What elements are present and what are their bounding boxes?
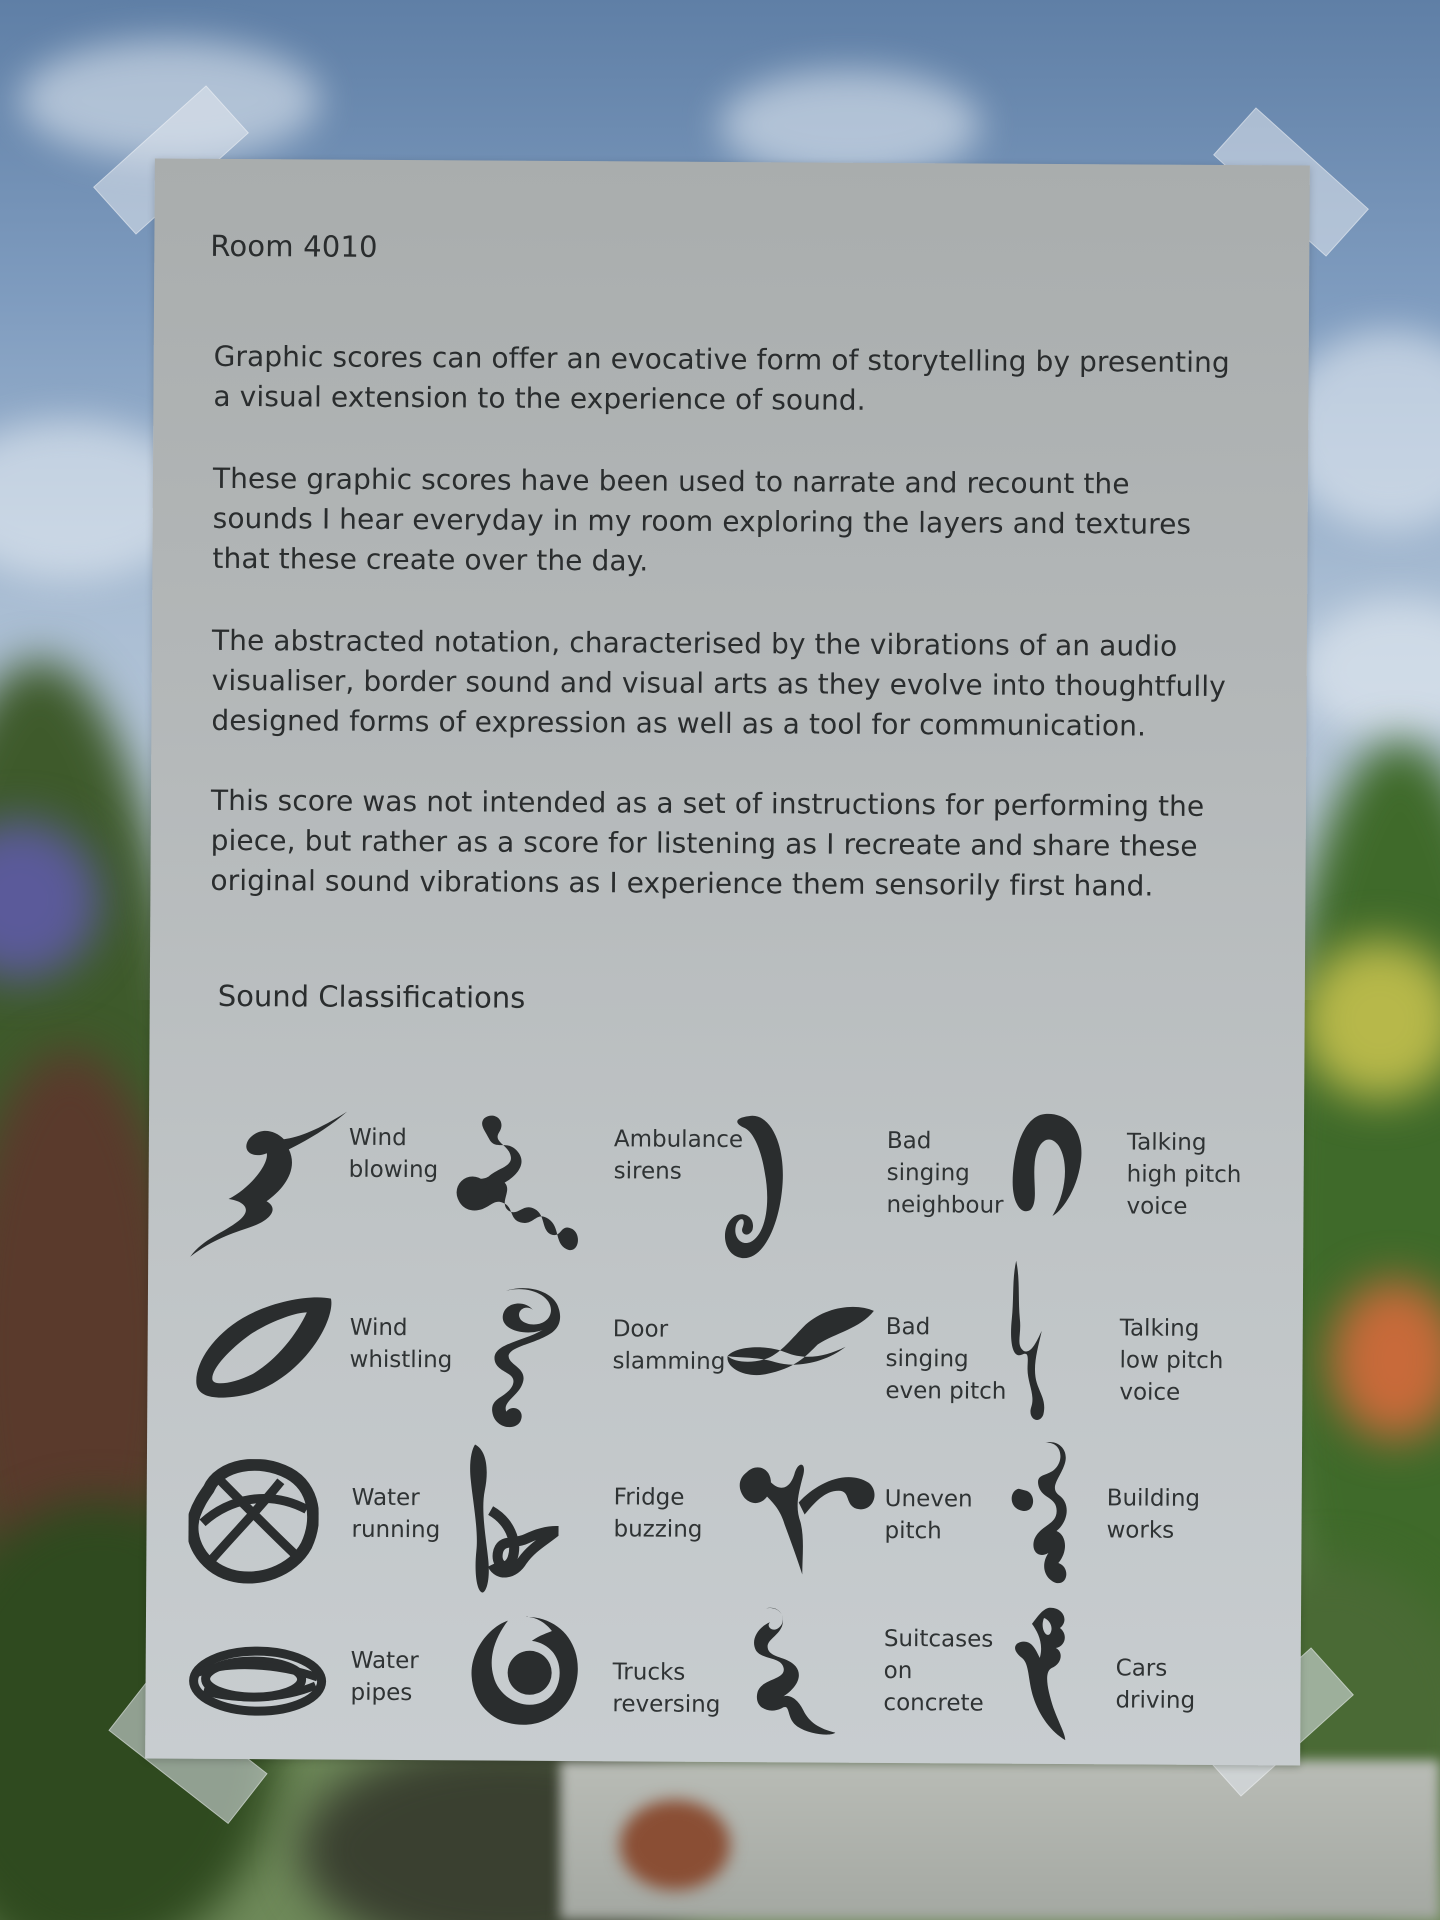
intro-paragraph-1: Graphic scores can offer an evocative form of storytelling by presenting a visual extension to the experience of sound. xyxy=(213,339,1230,417)
intro-paragraph-4: This score was not intended as a set of instructions for performing the piece, but rather as a score for listening as I recreate and share these original sound vibrations as I experience them sensorily first hand. xyxy=(210,783,1205,903)
room-title: Room 4010 xyxy=(210,228,378,264)
ambulance-sirens-glyph xyxy=(448,1110,579,1261)
fridge-buzzing-glyph xyxy=(468,1440,559,1596)
door-slamming-glyph xyxy=(472,1285,563,1436)
door-slamming-label: Door slamming xyxy=(612,1316,726,1375)
talking-low-pitch-label: Talking low pitch voice xyxy=(1119,1315,1224,1406)
water-running-glyph xyxy=(188,1459,319,1585)
building-works-label: Building works xyxy=(1106,1485,1201,1544)
bad-singing-even-pitch-label: Bad singing even pitch xyxy=(885,1313,1007,1405)
suitcases-on-concrete-glyph xyxy=(737,1604,838,1745)
fridge-buzzing-label: Fridge buzzing xyxy=(613,1484,703,1543)
wind-whistling-label: Wind whistling xyxy=(349,1314,453,1374)
wind-whistling-glyph xyxy=(192,1294,333,1405)
water-pipes-glyph xyxy=(187,1641,327,1722)
sound-classifications-title: Sound Classifications xyxy=(217,978,526,1015)
water-pipes-label: Water pipes xyxy=(350,1647,419,1707)
uneven-pitch-glyph xyxy=(736,1452,877,1578)
bad-singing-neighbour-label: Bad singing neighbour xyxy=(886,1127,1004,1219)
ambulance-sirens-label: Ambulance sirens xyxy=(613,1126,744,1185)
intro-paragraph-3: The abstracted notation, characterised by the vibrations of an audio visualiser, border sound and visual arts as they evolve into thoughtfully designed forms of expression as well as a tool for communication. xyxy=(211,623,1226,743)
poster-paper xyxy=(145,158,1310,1765)
wind-blowing-glyph xyxy=(188,1109,349,1260)
trucks-reversing-glyph xyxy=(467,1610,583,1731)
bad-singing-neighbour-glyph xyxy=(718,1112,799,1262)
cars-driving-label: Cars driving xyxy=(1115,1655,1196,1714)
uneven-pitch-label: Uneven pitch xyxy=(884,1485,973,1545)
cars-driving-glyph xyxy=(1007,1604,1078,1744)
talking-high-pitch-glyph xyxy=(1008,1112,1089,1222)
flower-pot xyxy=(620,1800,730,1890)
bad-singing-even-pitch-glyph xyxy=(725,1302,875,1383)
talking-high-pitch-label: Talking high pitch voice xyxy=(1126,1129,1242,1220)
talking-low-pitch-glyph xyxy=(1007,1259,1068,1424)
wind-blowing-label: Wind blowing xyxy=(348,1124,439,1184)
building-works-glyph xyxy=(1004,1439,1075,1589)
suitcases-on-concrete-label: Suitcases on concrete xyxy=(883,1625,994,1717)
water-running-label: Water running xyxy=(351,1484,441,1544)
intro-paragraph-2: These graphic scores have been used to narrate and recount the sounds I hear everyday in my room exploring the layers and textures that these create over the day. xyxy=(212,461,1192,578)
trucks-reversing-label: Trucks reversing xyxy=(612,1659,721,1718)
